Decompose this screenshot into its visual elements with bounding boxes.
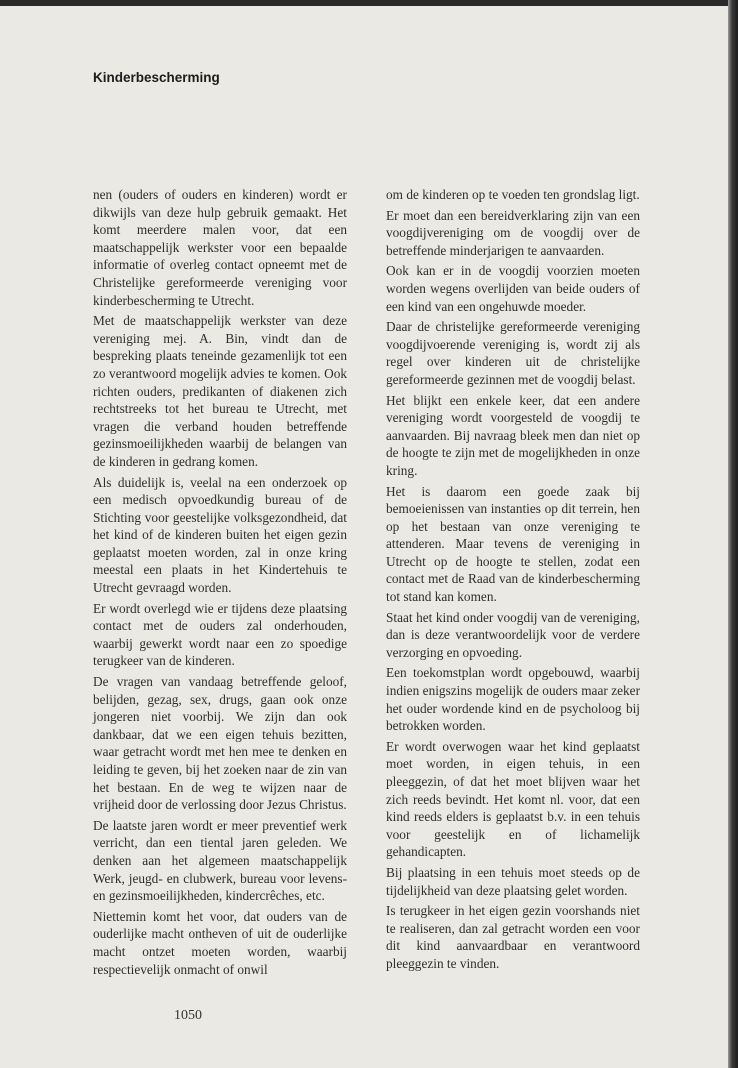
page-number: 1050 [174, 1008, 202, 1023]
paragraph: Bij plaatsing in een tehuis moet steeds op de tijdelijkheid van deze plaatsing gelet worden. [386, 864, 640, 898]
paragraph: De vragen van vandaag betreffende geloof, belijden, gezag, sex, drugs, gaan ook onze jongeren niet voorbij. We zijn dan ook dankbaar, dat we een eigen tehuis bezitten, waar getracht wordt met hen mee te denken en leiding te geven, bij het zoeken naar de zin van het bestaan. En de weg te wijzen naar de vrijheid door de verlossing door Jezus Christus. [93, 674, 347, 813]
page-edge-shadow [728, 0, 738, 1068]
right-column [386, 186, 640, 976]
running-header: Kinderbescherming [93, 70, 220, 85]
paragraph: Het is daarom een goede zaak bij bemoeienissen van instanties op dit terrein, hen op het bestaan van onze vereniging te attenderen. Maar tevens de vereniging in Utrecht op de hoogte te stellen, zodat een contact met de Raad van de kinderbescherming tot stand kan komen. [386, 483, 640, 605]
paragraph: Een toekomstplan wordt opgebouwd, waarbij indien enigszins mogelijk de ouders maar zeker het ouder wordende kind en de psycholoog bij betrokken worden. [386, 665, 640, 734]
paragraph: Staat het kind onder voogdij van de vereniging, dan is deze verantwoordelijk voor de verdere verzorging en opvoeding. [386, 609, 640, 660]
paragraph: Met de maatschappelijk werkster van deze vereniging mej. A. Bin, vindt dan de bespreking plaats teneinde gezamenlijk tot een zo verantwoord mogelijk advies te komen. Ook richten ouders, predikanten of diakenen zich rechtstreeks tot het bureau te Utrecht, met vragen die verband houden betreffende gezinsmoeilijkheden waarbij de belangen van de kinderen in gedrang komen. [93, 313, 347, 469]
paragraph: Er wordt overwogen waar het kind geplaatst moet worden, in eigen tehuis, in een pleeggezin, of dat het moet blijven waar het zich reeds bevindt. Het komt nl. voor, dat een kind reeds elders is geplaatst b.v. in een tehuis voor geestelijk en of lichamelijk gehandicapten. [386, 738, 640, 860]
paragraph: De laatste jaren wordt er meer preventief werk verricht, dan een tiental jaren geleden. We denken aan het algemeen maatschappelijk Werk, jeugd- en clubwerk, bureau voor levens- en gezinsmoeilijkheden, kindercrêches, etc. [93, 817, 347, 904]
left-column [93, 186, 347, 981]
paragraph: Niettemin komt het voor, dat ouders van de ouderlijke macht ontheven of uit de ouderlijke macht ontzet moeten worden, waarbij respectievelijk onmacht of onwil [93, 908, 347, 977]
page-sheet [0, 6, 728, 1068]
paragraph: Is terugkeer in het eigen gezin voorshands niet te realiseren, dan zal getracht worden een voor dit kind aanvaardbaar en verantwoord pleeggezin te vinden. [386, 903, 640, 971]
paragraph: Er moet dan een bereidverklaring zijn van een voogdijvereniging om de voogdij over de betreffende minderjarigen te aanvaarden. [386, 207, 640, 258]
paragraph: Het blijkt een enkele keer, dat een andere vereniging wordt voorgesteld de voogdij te aanvaarden. Bij navraag bleek men dan niet op de hoogte te zijn met de mogelijkheden in onze kring. [386, 392, 640, 478]
paragraph: om de kinderen op te voeden ten grondslag ligt. [386, 187, 640, 202]
paragraph: Als duidelijk is, veelal na een onderzoek op een medisch opvoedkundig bureau of de Stichting voor geestelijke volksgezondheid, dat het kind of de kinderen buiten het eigen gezin geplaatst moeten worden, zal in onze kring meestal een plaats in het Kindertehuis te Utrecht gevraagd worden. [93, 474, 347, 596]
paragraph: Daar de christelijke gereformeerde vereniging voogdijvoerende vereniging is, wordt zij als regel over kinderen uit de christelijke gereformeerde gezinnen met de voogdij belast. [386, 319, 640, 387]
paragraph: Er wordt overlegd wie er tijdens deze plaatsing contact met de ouders zal onderhouden, waarbij gewerkt wordt naar een zo spoedige terugkeer van de kinderen. [93, 600, 347, 669]
paragraph: nen (ouders of ouders en kinderen) wordt er dikwijls van deze hulp gebruik gemaakt. Het komt meerdere malen voor, dat een maatschappelijk werkster voor een bepaalde informatie of overleg contact opneemt met de Christelijke gereformeerde vereniging voor kinderbescherming te Utrecht. [93, 187, 347, 308]
paragraph: Ook kan er in de voogdij voorzien moeten worden wegens overlijden van beide ouders of een kind van een ongehuwde moeder. [386, 263, 640, 314]
